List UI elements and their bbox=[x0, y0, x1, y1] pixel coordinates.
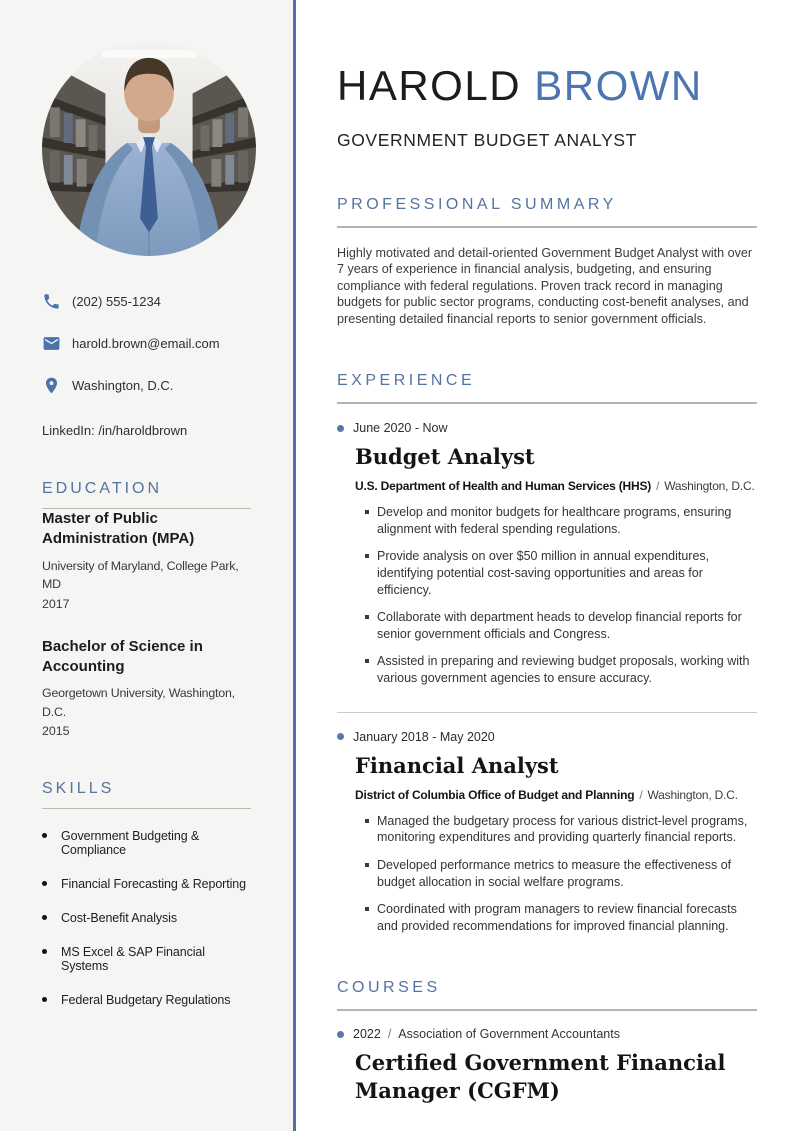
job-location: Washington, D.C. bbox=[664, 479, 755, 494]
course-organization: Association of Government Accountants bbox=[398, 1027, 620, 1042]
contact-location bbox=[42, 376, 251, 395]
bullet-square-icon bbox=[365, 659, 369, 663]
linkedin-text: LinkedIn: /in/haroldbrown bbox=[42, 423, 188, 438]
skills-section bbox=[42, 780, 251, 1007]
contact-info bbox=[42, 292, 251, 438]
job-company-row bbox=[355, 479, 757, 493]
contact-linkedin bbox=[42, 423, 251, 438]
degree-name: Master of Public Administration (MPA) bbox=[42, 510, 195, 548]
job-company-row bbox=[355, 788, 757, 802]
bullet-square-icon bbox=[365, 554, 369, 558]
person-name bbox=[337, 62, 757, 110]
email-text: harold.brown@email.com bbox=[72, 336, 220, 351]
job-role-title: Financial Analyst bbox=[355, 752, 559, 778]
course-year: 2022 bbox=[353, 1027, 381, 1042]
bullet-square-icon bbox=[365, 863, 369, 867]
job-dates: June 2020 - Now bbox=[353, 421, 448, 436]
bullet-square-icon bbox=[365, 510, 369, 514]
separator-slash: / bbox=[387, 1027, 392, 1042]
summary-section-title: PROFESSIONAL SUMMARY bbox=[337, 196, 757, 228]
job-bullet bbox=[365, 813, 757, 846]
job-bullet bbox=[365, 653, 757, 686]
skill-item bbox=[42, 945, 251, 973]
contact-email bbox=[42, 334, 251, 353]
job-bullet bbox=[365, 609, 757, 642]
bullet-dot-icon bbox=[42, 833, 47, 838]
bullet-square-icon bbox=[365, 907, 369, 911]
sidebar bbox=[0, 0, 296, 1131]
experience-section-title: EXPERIENCE bbox=[337, 372, 757, 404]
contact-phone bbox=[42, 292, 251, 311]
bullet-dot-icon bbox=[42, 949, 47, 954]
job-bullet-list bbox=[365, 813, 757, 935]
experience-divider bbox=[337, 712, 757, 713]
location-pin-icon bbox=[42, 376, 61, 395]
timeline-dot-icon bbox=[337, 733, 344, 740]
location-text: Washington, D.C. bbox=[72, 378, 174, 393]
job-role-title: Budget Analyst bbox=[355, 444, 535, 470]
skill-label: Cost-Benefit Analysis bbox=[61, 911, 178, 926]
graduation-year: 2015 bbox=[42, 724, 70, 739]
company-name: District of Columbia Office of Budget and Planning bbox=[355, 787, 635, 802]
experience-entry bbox=[337, 730, 757, 935]
person-headline: GOVERNMENT BUDGET ANALYST bbox=[337, 130, 637, 150]
skills-section-title: SKILLS bbox=[42, 780, 251, 809]
bullet-dot-icon bbox=[42, 997, 47, 1002]
job-bullet-text: Assisted in preparing and reviewing budget proposals, working with various government agencies to ensure accuracy. bbox=[377, 654, 750, 686]
education-section bbox=[42, 480, 251, 738]
education-section-title: EDUCATION bbox=[42, 480, 251, 509]
bullet-dot-icon bbox=[42, 881, 47, 886]
job-bullet-text: Coordinated with program managers to review financial forecasts and provided recommendations for improved financial planning. bbox=[377, 902, 737, 933]
job-date-row bbox=[337, 421, 757, 435]
skill-item bbox=[42, 829, 251, 857]
job-bullet bbox=[365, 857, 757, 890]
bullet-square-icon bbox=[365, 615, 369, 619]
job-bullet bbox=[365, 548, 757, 598]
phone-text: (202) 555-1234 bbox=[72, 294, 161, 309]
education-item bbox=[42, 637, 251, 739]
job-bullet-text: Provide analysis on over $50 million in annual expenditures, identifying potential cost-saving opportunities and areas for efficiency. bbox=[377, 549, 710, 597]
courses-section-title: COURSES bbox=[337, 979, 757, 1011]
timeline-dot-icon bbox=[337, 1031, 344, 1038]
first-name: HAROLD bbox=[337, 62, 522, 109]
separator-slash: / bbox=[656, 479, 660, 494]
main-column bbox=[337, 0, 757, 1104]
experience-entry bbox=[337, 421, 757, 687]
job-date-row bbox=[337, 730, 757, 744]
phone-icon bbox=[42, 292, 61, 311]
school-name: Georgetown University, Washington, D.C. bbox=[42, 686, 235, 719]
skill-label: MS Excel & SAP Financial Systems bbox=[61, 945, 205, 974]
job-bullet-text: Developed performance metrics to measure the effectiveness of budget allocation in social welfare programs. bbox=[377, 858, 732, 889]
skill-item bbox=[42, 877, 251, 891]
email-icon bbox=[42, 334, 61, 353]
course-name: Certified Government Financial Manager (CGFM) bbox=[355, 1050, 726, 1103]
timeline-dot-icon bbox=[337, 425, 344, 432]
separator-slash: / bbox=[639, 787, 643, 802]
graduation-year: 2017 bbox=[42, 596, 70, 611]
bullet-square-icon bbox=[365, 819, 369, 823]
job-location: Washington, D.C. bbox=[647, 787, 738, 802]
summary-section bbox=[337, 196, 757, 327]
course-date-row bbox=[337, 1027, 757, 1041]
course-entry bbox=[337, 1027, 757, 1104]
job-bullet-text: Collaborate with department heads to develop financial reports for senior government officials and Congress. bbox=[377, 610, 742, 641]
last-name: BROWN bbox=[534, 62, 703, 109]
job-bullet-text: Develop and monitor budgets for healthcare programs, ensuring alignment with federal spending regulations. bbox=[377, 505, 732, 536]
skills-list bbox=[42, 829, 251, 1007]
skill-label: Federal Budgetary Regulations bbox=[61, 993, 231, 1008]
education-item bbox=[42, 509, 251, 611]
profile-photo bbox=[42, 42, 256, 256]
job-bullet-list bbox=[365, 504, 757, 686]
job-bullet bbox=[365, 504, 757, 537]
job-bullet bbox=[365, 901, 757, 934]
bullet-dot-icon bbox=[42, 915, 47, 920]
skill-item bbox=[42, 993, 251, 1007]
company-name: U.S. Department of Health and Human Services (HHS) bbox=[355, 479, 652, 494]
courses-section bbox=[337, 979, 757, 1104]
experience-section bbox=[337, 372, 757, 934]
profile-photo-illustration bbox=[42, 42, 256, 256]
job-dates: January 2018 - May 2020 bbox=[353, 729, 495, 744]
summary-text: Highly motivated and detail-oriented Government Budget Analyst with over 7 years of experience in financial analysis, budgeting, and ensuring compliance with federal regulations. Proven track record in managing budgets for public sector programs, conducting cost-benefit analyses, and presenting detailed financial reports to senior government officials. bbox=[337, 246, 753, 326]
job-bullet-text: Managed the budgetary process for various district-level programs, monitoring expenditures and providing quarterly financial reports. bbox=[377, 813, 748, 845]
degree-name: Bachelor of Science in Accounting bbox=[42, 637, 203, 675]
skill-item bbox=[42, 911, 251, 925]
school-name: University of Maryland, College Park, MD bbox=[42, 558, 239, 592]
skill-label: Financial Forecasting & Reporting bbox=[61, 877, 246, 892]
skill-label: Government Budgeting & Compliance bbox=[61, 829, 200, 858]
